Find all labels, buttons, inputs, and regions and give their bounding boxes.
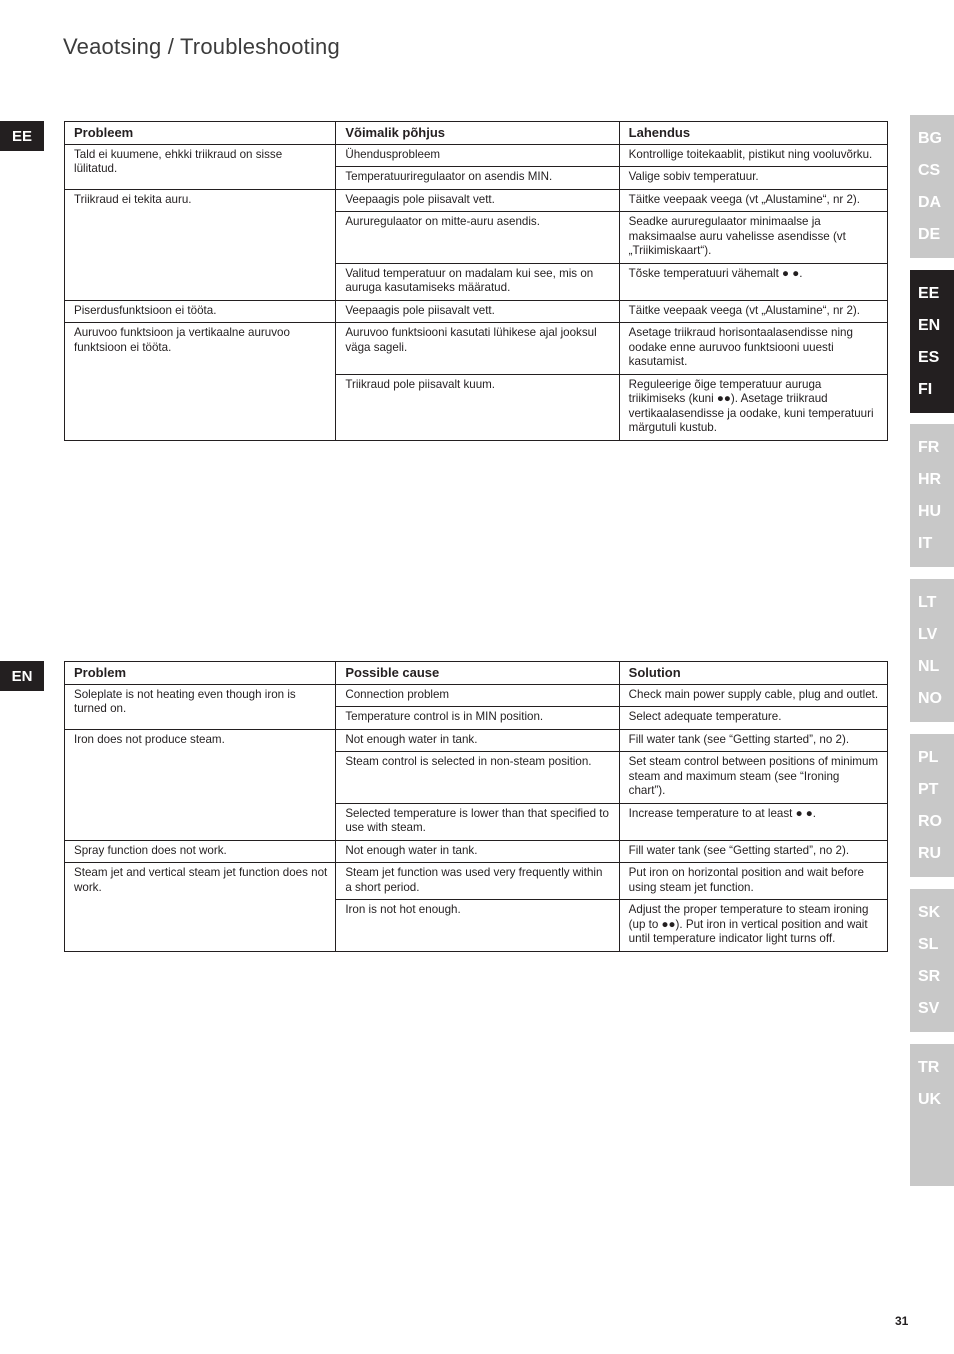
solution-cell: Reguleerige õige temperatuur auruga triikimiseks (kuni ●●). Asetage triikraud vertikaalasendisse ja oodake, kuni temperatuuri märgutuli kustub.	[619, 374, 887, 440]
solution-cell: Tõske temperatuuri vähemalt ● ●.	[619, 263, 887, 300]
table-row	[65, 729, 888, 752]
solution-cell: Täitke veepaak veega (vt „Alustamine“, nr 2).	[619, 300, 887, 323]
language-group-6	[910, 889, 954, 1032]
language-link-ru[interactable]: RU	[918, 845, 942, 862]
language-group-4	[910, 579, 954, 722]
solution-cell: Set steam control between positions of minimum steam and maximum steam (see “Ironing chart”).	[619, 752, 887, 804]
language-link-sv[interactable]: SV	[918, 1000, 940, 1017]
solution-cell: Seadke aururegulaator minimaalse ja maksimaalse auru vahelisse asendisse (vt „Triikimiskaart“).	[619, 212, 887, 264]
cause-cell: Not enough water in tank.	[336, 840, 619, 863]
problem-cell: Triikraud ei tekita auru.	[65, 189, 336, 300]
language-link-hr[interactable]: HR	[918, 471, 942, 488]
cause-cell: Aururegulaator on mitte-auru asendis.	[336, 212, 619, 264]
cause-cell: Ühendusprobleem	[336, 144, 619, 167]
language-link-sk[interactable]: SK	[918, 904, 941, 921]
header-cause: Possible cause	[336, 662, 619, 685]
language-link-es[interactable]: ES	[918, 349, 940, 366]
cause-cell: Auruvoo funktsiooni kasutati lühikese ajal jooksul väga sageli.	[336, 323, 619, 375]
cause-cell: Temperature control is in MIN position.	[336, 707, 619, 730]
cause-cell: Connection problem	[336, 684, 619, 707]
language-group-3	[910, 424, 954, 567]
language-group-5	[910, 734, 954, 877]
language-link-ro[interactable]: RO	[918, 813, 942, 830]
table-row	[65, 684, 888, 707]
troubleshooting-table-ee	[64, 121, 888, 441]
header-problem: Probleem	[65, 122, 336, 145]
problem-cell: Spray function does not work.	[65, 840, 336, 863]
language-link-it[interactable]: IT	[918, 535, 933, 552]
header-solution: Solution	[619, 662, 887, 685]
table-row	[65, 300, 888, 323]
problem-cell: Piserdusfunktsioon ei tööta.	[65, 300, 336, 323]
language-tag-ee: EE	[0, 121, 44, 151]
language-link-lt[interactable]: LT	[918, 594, 937, 611]
cause-cell: Selected temperature is lower than that specified to use with steam.	[336, 803, 619, 840]
solution-cell: Select adequate temperature.	[619, 707, 887, 730]
cause-cell: Valitud temperatuur on madalam kui see, mis on auruga kasutamiseks määratud.	[336, 263, 619, 300]
language-link-en[interactable]: EN	[918, 317, 941, 334]
solution-cell: Fill water tank (see “Getting started”, no 2).	[619, 840, 887, 863]
language-link-cs[interactable]: CS	[918, 162, 941, 179]
solution-cell: Valige sobiv temperatuur.	[619, 167, 887, 190]
language-link-nl[interactable]: NL	[918, 658, 940, 675]
table-row	[65, 323, 888, 375]
language-tag-en: EN	[0, 661, 44, 691]
language-group-2-active	[910, 270, 954, 413]
language-link-tr[interactable]: TR	[918, 1059, 940, 1076]
troubleshooting-table-en	[64, 661, 888, 952]
language-link-no[interactable]: NO	[918, 690, 942, 707]
table-row	[65, 863, 888, 900]
solution-cell: Increase temperature to at least ● ●.	[619, 803, 887, 840]
language-link-de[interactable]: DE	[918, 226, 941, 243]
header-cause: Võimalik põhjus	[336, 122, 619, 145]
solution-cell: Kontrollige toitekaablit, pistikut ning vooluvõrku.	[619, 144, 887, 167]
language-link-uk[interactable]: UK	[918, 1091, 942, 1108]
solution-cell: Asetage triikraud horisontaalasendisse ning oodake enne auruvoo funktsiooni uuesti kasutamist.	[619, 323, 887, 375]
table-header-row	[65, 122, 888, 145]
cause-cell: Veepaagis pole piisavalt vett.	[336, 189, 619, 212]
language-link-pt[interactable]: PT	[918, 781, 939, 798]
table-row	[65, 840, 888, 863]
cause-cell: Veepaagis pole piisavalt vett.	[336, 300, 619, 323]
language-link-hu[interactable]: HU	[918, 503, 942, 520]
language-group-1	[910, 115, 954, 258]
page-title: Veaotsing / Troubleshooting	[63, 34, 340, 59]
solution-cell: Täitke veepaak veega (vt „Alustamine“, nr 2).	[619, 189, 887, 212]
cause-cell: Temperatuuriregulaator on asendis MIN.	[336, 167, 619, 190]
solution-cell: Fill water tank (see “Getting started”, no 2).	[619, 729, 887, 752]
problem-cell: Soleplate is not heating even though iron is turned on.	[65, 684, 336, 729]
problem-cell: Iron does not produce steam.	[65, 729, 336, 840]
problem-cell: Steam jet and vertical steam jet function does not work.	[65, 863, 336, 952]
problem-cell: Auruvoo funktsioon ja vertikaalne auruvoo funktsioon ei tööta.	[65, 323, 336, 441]
language-link-ee[interactable]: EE	[918, 285, 940, 302]
table-row	[65, 189, 888, 212]
cause-cell: Not enough water in tank.	[336, 729, 619, 752]
language-link-fr[interactable]: FR	[918, 439, 940, 456]
header-problem: Problem	[65, 662, 336, 685]
cause-cell: Steam control is selected in non-steam position.	[336, 752, 619, 804]
solution-cell: Put iron on horizontal position and wait before using steam jet function.	[619, 863, 887, 900]
language-link-lv[interactable]: LV	[918, 626, 938, 643]
language-group-7	[910, 1044, 954, 1186]
language-link-fi[interactable]: FI	[918, 381, 933, 398]
cause-cell: Steam jet function was used very frequently within a short period.	[336, 863, 619, 900]
language-link-pl[interactable]: PL	[918, 749, 939, 766]
page-number: 31	[895, 1314, 909, 1328]
language-link-bg[interactable]: BG	[918, 130, 942, 147]
solution-cell: Check main power supply cable, plug and outlet.	[619, 684, 887, 707]
problem-cell: Tald ei kuumene, ehkki triikraud on sisse lülitatud.	[65, 144, 336, 189]
table-header-row	[65, 662, 888, 685]
language-link-sl[interactable]: SL	[918, 936, 939, 953]
cause-cell: Iron is not hot enough.	[336, 900, 619, 952]
cause-cell: Triikraud pole piisavalt kuum.	[336, 374, 619, 440]
language-link-da[interactable]: DA	[918, 194, 942, 211]
table-row	[65, 144, 888, 167]
language-link-sr[interactable]: SR	[918, 968, 941, 985]
solution-cell: Adjust the proper temperature to steam ironing (up to ●●). Put iron in vertical position and wait until temperature indicator light turns off.	[619, 900, 887, 952]
header-solution: Lahendus	[619, 122, 887, 145]
